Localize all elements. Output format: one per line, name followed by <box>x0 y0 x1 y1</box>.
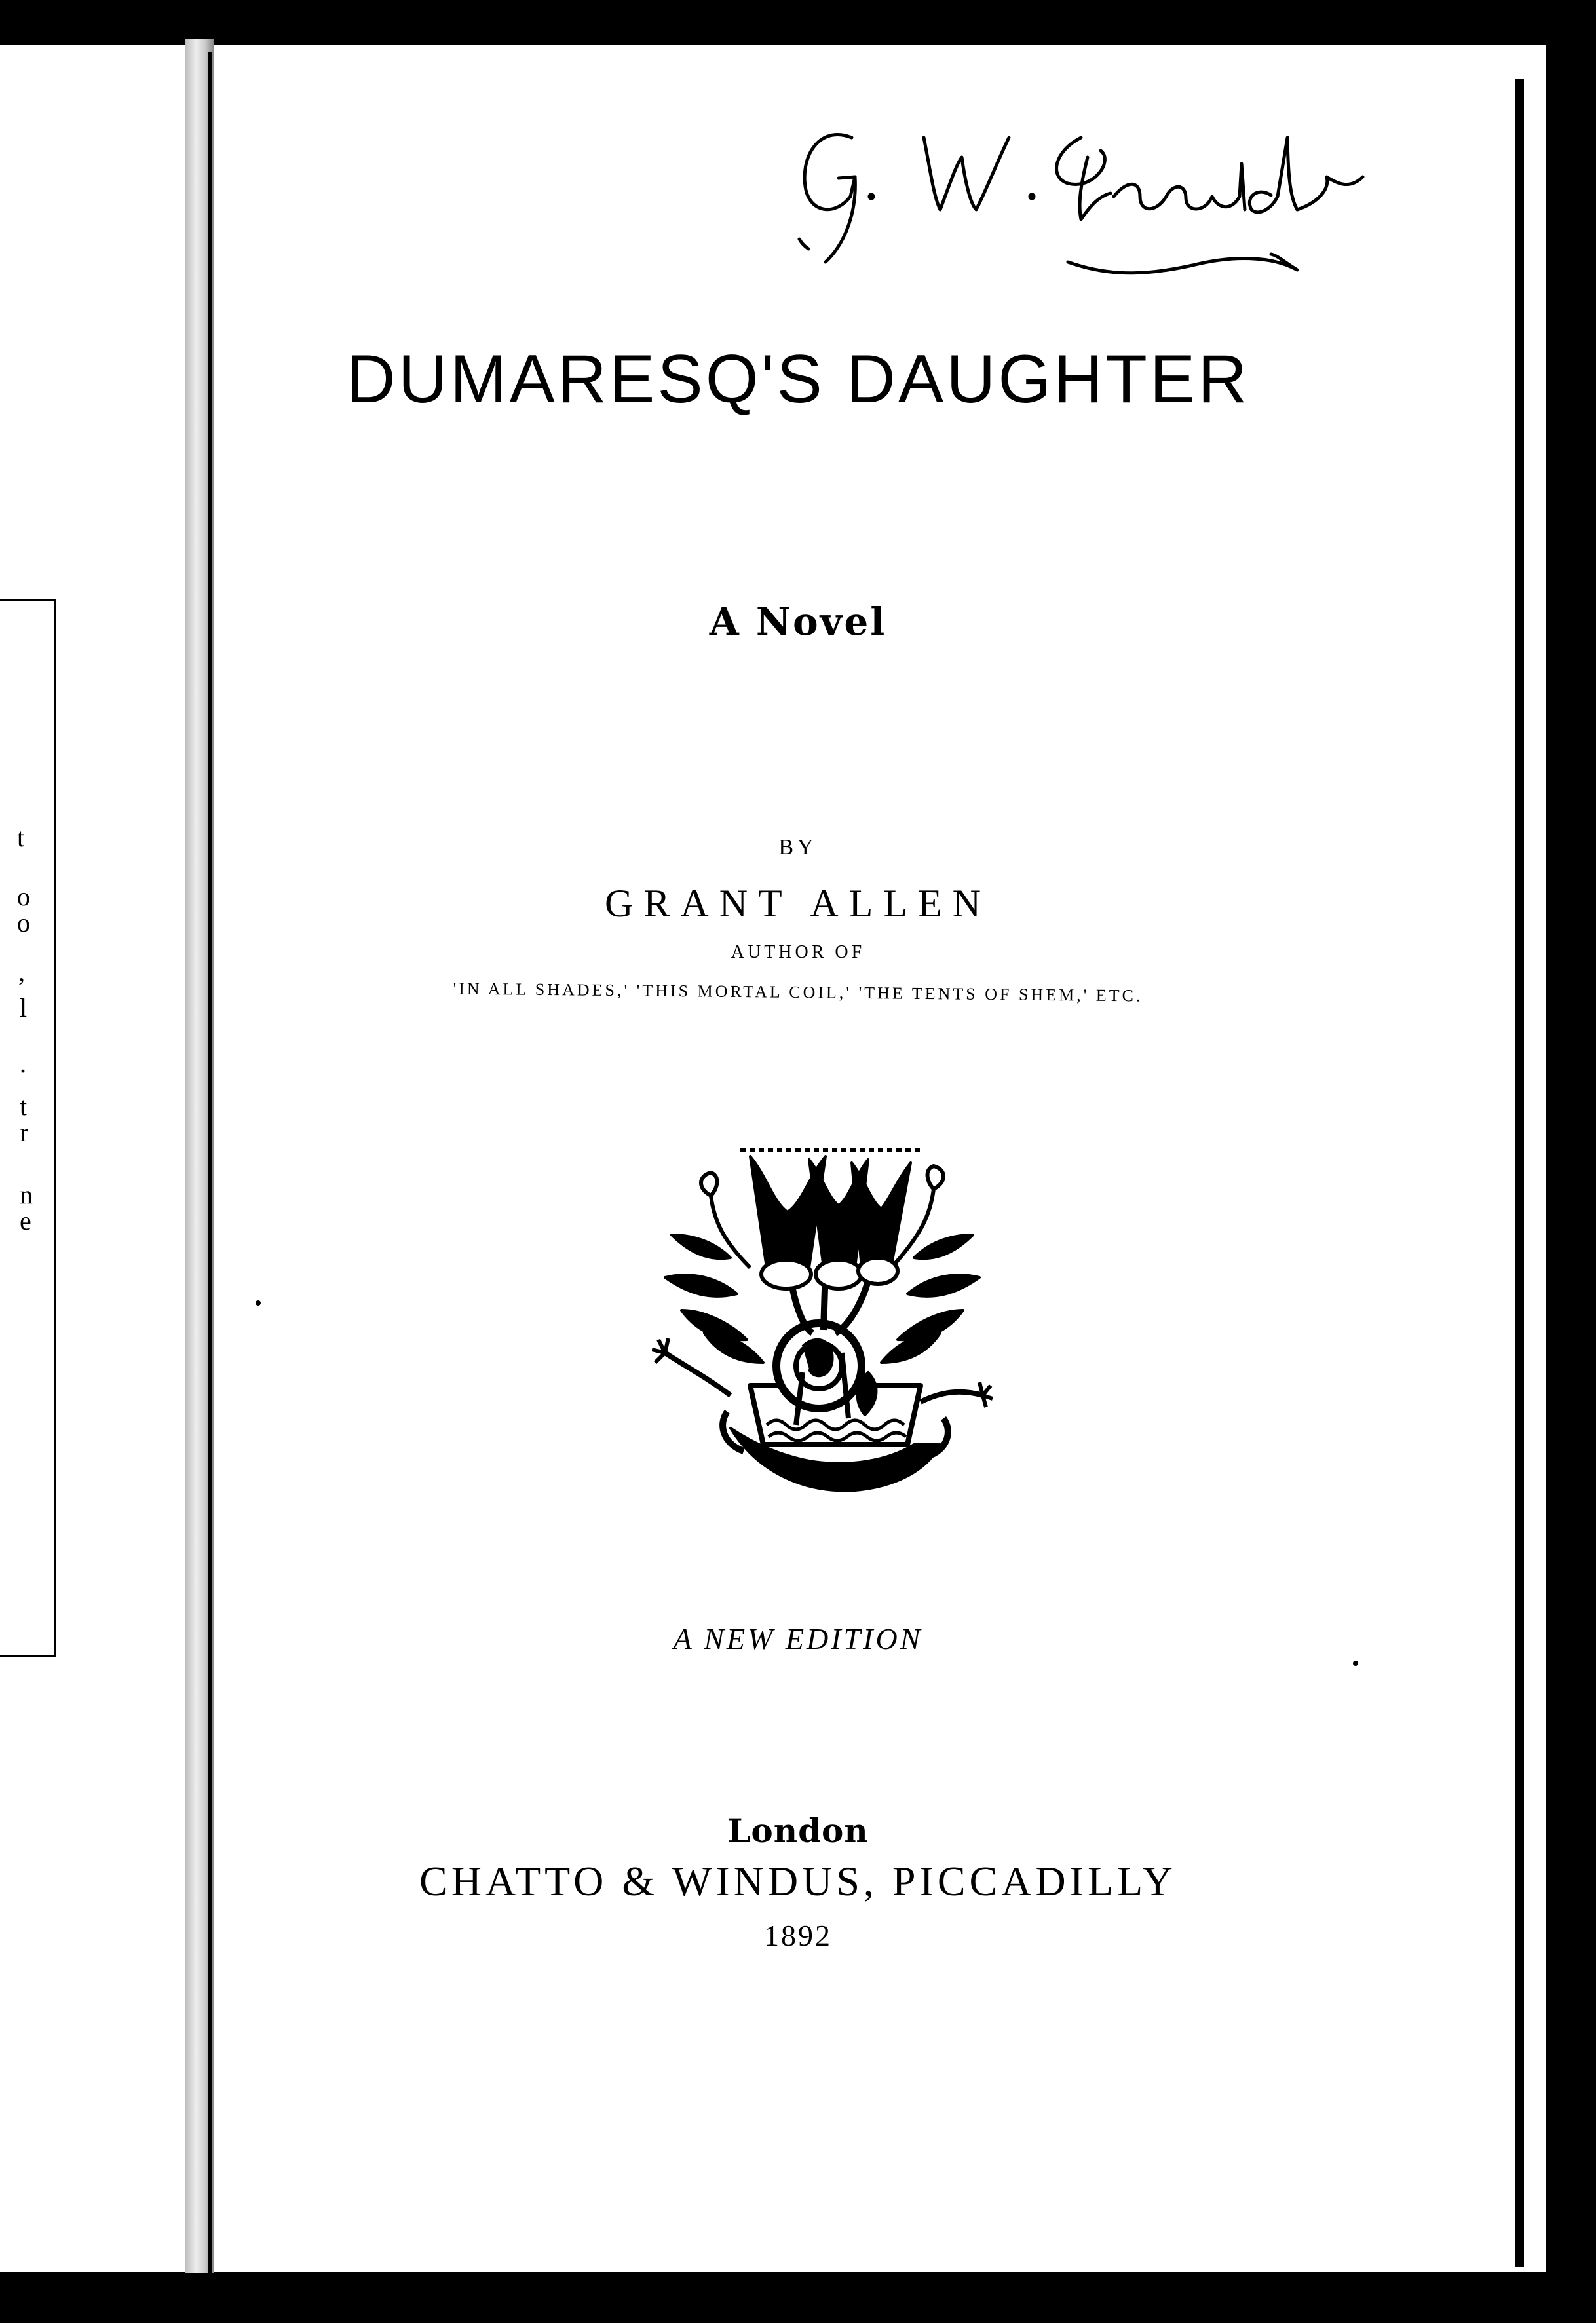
bottom-scan-border <box>0 2272 1596 2323</box>
left-page-fragment: e <box>20 1206 31 1236</box>
other-works: 'IN ALL SHADES,' 'THIS MORTAL COIL,' 'THE TENTS OF SHEM,' ETC. <box>453 979 1143 1006</box>
imprint-place: London <box>727 1811 869 1850</box>
scan-speck <box>256 1300 261 1306</box>
left-page-fragment: t <box>20 1091 28 1121</box>
byline-by: BY <box>778 835 818 859</box>
left-page-fragment: o <box>17 908 30 937</box>
subtitle: A Novel <box>709 599 887 644</box>
left-page-fragment: l <box>20 993 28 1023</box>
left-page-fragment: o <box>17 882 30 911</box>
left-page-fragment: . <box>20 1049 26 1078</box>
left-page-fragment: r <box>20 1118 29 1147</box>
scan-speck <box>1353 1661 1358 1666</box>
left-page-fragment: n <box>20 1180 33 1209</box>
book-title: DUMARESQ'S DAUGHTER <box>346 341 1250 417</box>
edition-note: A NEW EDITION <box>673 1622 923 1655</box>
author-of-label: AUTHOR OF <box>731 942 865 962</box>
author-name: GRANT ALLEN <box>605 882 991 925</box>
lotus-vignette-icon <box>652 1137 993 1510</box>
top-scan-border <box>0 0 1596 45</box>
publisher-name: CHATTO & WINDUS, PICCADILLY <box>419 1858 1177 1904</box>
publication-year: 1892 <box>764 1919 832 1952</box>
handwritten-signature <box>773 98 1389 321</box>
left-page-fragment: , <box>18 957 25 987</box>
left-page-fragment: t <box>17 823 25 852</box>
scan-speck <box>1556 1376 1560 1380</box>
